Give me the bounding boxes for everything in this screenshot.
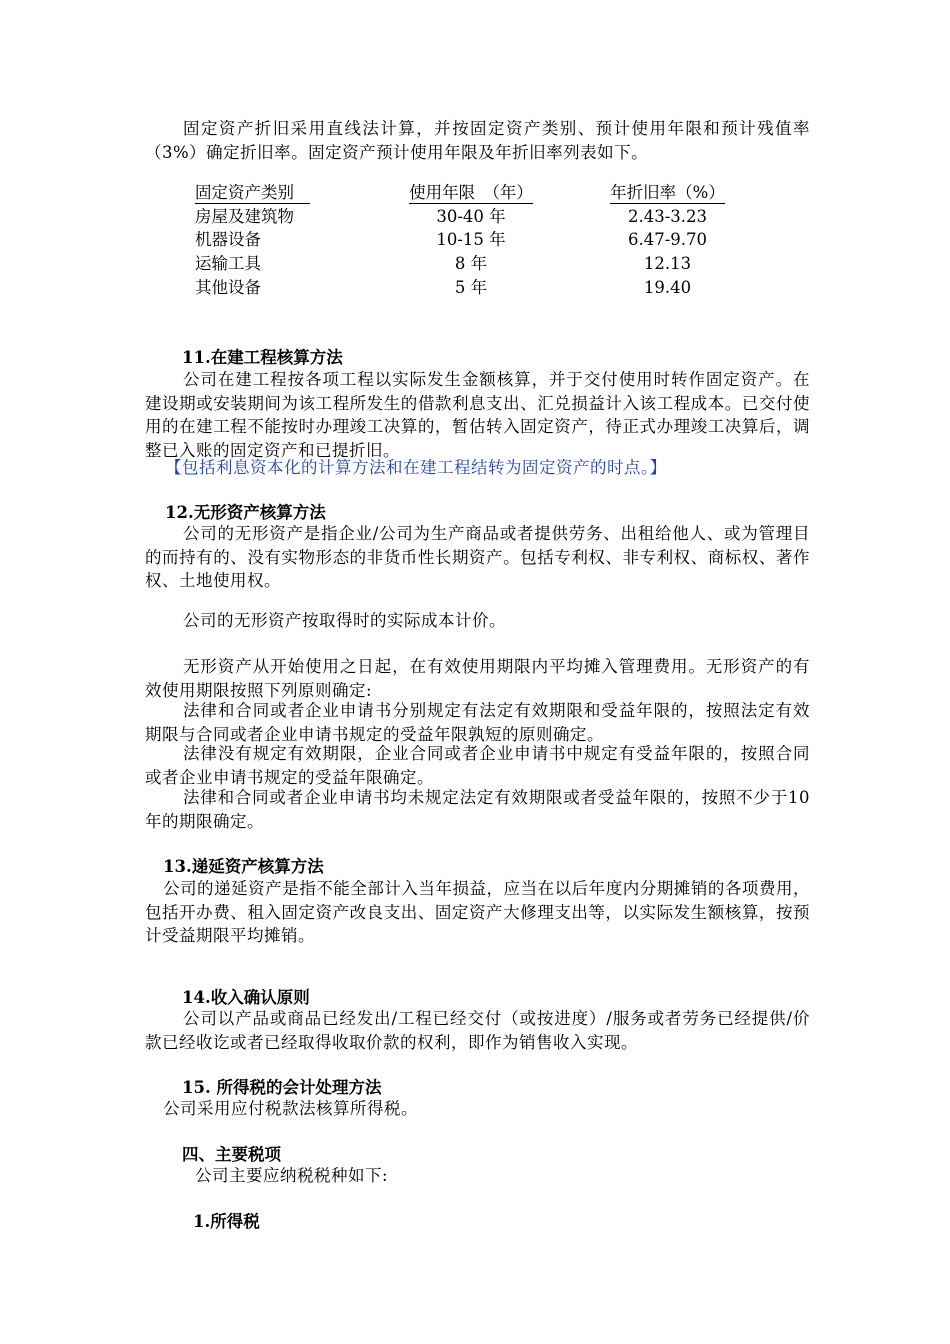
- section-4-paragraph: 公司主要应纳税税种如下:: [195, 1166, 389, 1185]
- section-11-heading: 11.在建工程核算方法: [182, 348, 343, 367]
- cell-category: 运输工具: [195, 254, 261, 273]
- table-row: [145, 252, 810, 275]
- cell-rate: 6.47-9.70: [627, 230, 708, 249]
- cell-category: 机器设备: [195, 230, 261, 249]
- cell-rate: 12.13: [643, 254, 692, 273]
- section-12-paragraph-6: 法律和合同或者企业申请书均未规定法定有效期限或者受益年限的，按照不少于10年的期限确定。: [145, 788, 810, 831]
- section-13-paragraph: 公司的递延资产是指不能全部计入当年损益，应当在以后年度内分期摊销的各项费用，包括开办费、租入固定资产改良支出、固定资产大修理支出等，以实际发生额核算，按预计受益期限平均摊销。: [145, 879, 810, 945]
- section-15-heading: 15. 所得税的会计处理方法: [182, 1078, 382, 1097]
- cell-life: 30-40 年: [436, 207, 506, 226]
- cell-category: 其他设备: [195, 278, 261, 297]
- section-12-paragraph-4: 法律和合同或者企业申请书分别规定有法定有效期限和受益年限的，按照法定有效期限与合同或者企业申请书规定的受益年限孰短的原则确定。: [145, 701, 810, 744]
- section-12-paragraph-3: 无形资产从开始使用之日起，在有效使用期限内平均摊入管理费用。无形资产的有效使用期限按照下列原则确定:: [145, 657, 810, 700]
- cell-rate: 19.40: [643, 278, 692, 297]
- depreciation-intro-paragraph: 固定资产折旧采用直线法计算，并按固定资产类别、预计使用年限和预计残值率（3%）确定折旧率。固定资产预计使用年限及年折旧率列表如下。: [145, 119, 810, 162]
- cell-life: 10-15 年: [436, 230, 506, 249]
- section-15-paragraph: 公司采用应付税款法核算所得税。: [163, 1099, 418, 1118]
- section-11-note: 【包括利息资本化的计算方法和在建工程结转为固定资产的时点。】: [165, 458, 667, 477]
- cell-rate: 2.43-3.23: [627, 207, 708, 226]
- section-4-1-heading: 1.所得税: [193, 1212, 260, 1231]
- section-14-heading: 14.收入确认原则: [182, 988, 310, 1007]
- cell-life: 5 年: [454, 278, 488, 297]
- table-row: [145, 276, 810, 299]
- section-13-heading: 13.递延资产核算方法: [163, 857, 324, 876]
- cell-category: 房屋及建筑物: [195, 207, 294, 226]
- section-14-paragraph: 公司以产品或商品已经发出/工程已经交付（或按进度）/服务或者劳务已经提供/价款已经收讫或者已经取得收取价款的权利，即作为销售收入实现。: [145, 1009, 810, 1052]
- section-12-paragraph-2: 公司的无形资产按取得时的实际成本计价。: [183, 611, 506, 630]
- table-header-row: [145, 181, 810, 204]
- section-12-paragraph-5: 法律没有规定有效期限，企业合同或者企业申请书中规定有受益年限的，按照合同或者企业申请书规定的受益年限确定。: [145, 744, 810, 787]
- section-4-heading: 四、主要税项: [182, 1145, 281, 1164]
- section-12-paragraph-1: 公司的无形资产是指企业/公司为生产商品或者提供劳务、出租给他人、或为管理目的而持有的、没有实物形态的非货币性长期资产。包括专利权、非专利权、商标权、著作权、土地使用权。: [145, 524, 810, 590]
- header-asset-category: 固定资产类别: [195, 183, 310, 204]
- section-12-heading: 12.无形资产核算方法: [165, 503, 326, 522]
- section-11-paragraph: 公司在建工程按各项工程以实际发生金额核算，并于交付使用时转作固定资产。在建设期或安装期间为该工程所发生的借款利息支出、汇兑损益计入该工程成本。已交付使用的在建工程不能按时办理竣工决算的，暂估转入固定资产，待正式办理竣工决算后，调整已入账的固定资产和已提折旧。: [145, 370, 810, 460]
- table-row: [145, 228, 810, 251]
- header-annual-rate: 年折旧率（%）: [610, 183, 725, 202]
- cell-life: 8 年: [454, 254, 488, 273]
- table-row: [145, 205, 810, 228]
- header-useful-life: 使用年限 （年）: [409, 183, 533, 202]
